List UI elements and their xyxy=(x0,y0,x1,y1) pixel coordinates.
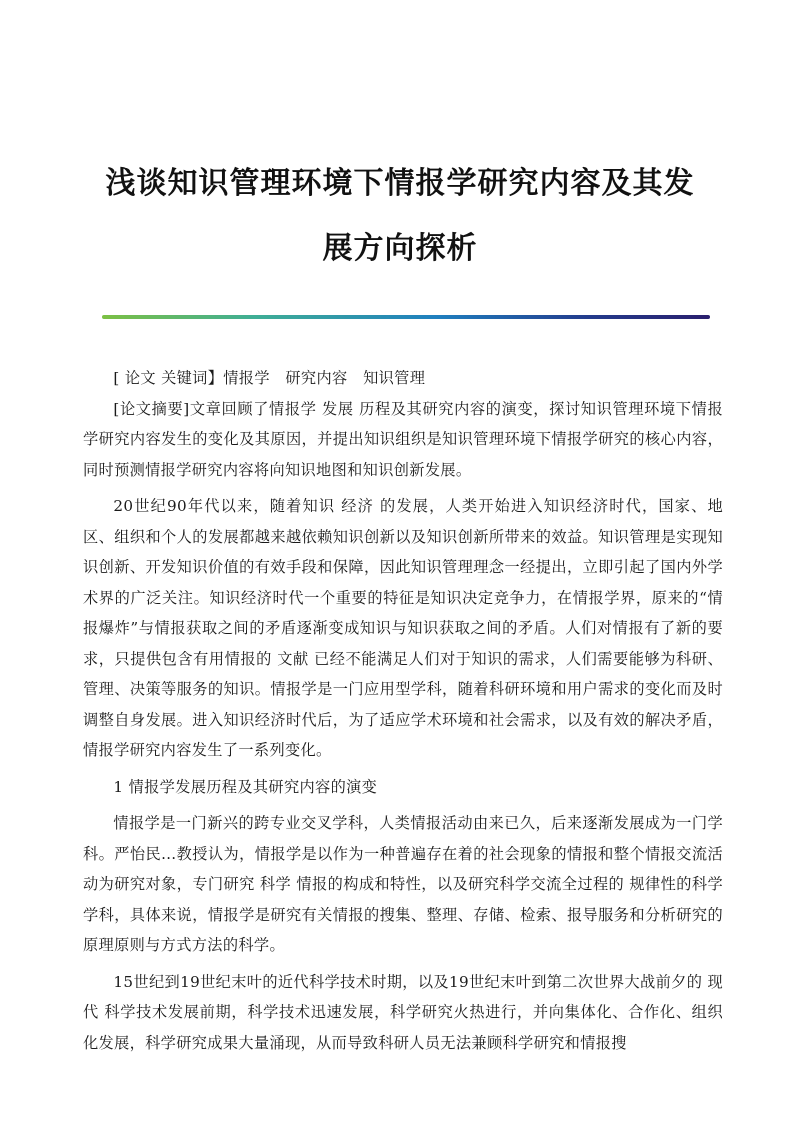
keywords-line: [ 论文 关键词】情报学 研究内容 知识管理 xyxy=(113,369,426,387)
title-divider xyxy=(102,315,710,319)
document-title-line-1: 浅谈知识管理环境下情报学研究内容及其发 xyxy=(105,166,695,201)
body-paragraph-1: 20世纪90年代以来，随着知识 经济 的发展，人类开始进入知识经济时代，国家、地区、组织和个人的发展都越来越依赖知识创新以及知识创新所带来的效益。知识管理是实现知识创新、开发知识价值的有效手段和保障，因此知识管理理念一经提出，立即引起了国内外学术界的广泛关注。知识经济时代一个重要的特征是知识决定竞争力，在情报学界，原来的“情报爆炸”与情报获取之间的矛盾逐渐变成知识与知识获取之间的矛盾。人们对情报有了新的要求，只提供包含有用情报的 文献 已经不能满足人们对于知识的需求，人们需要能够为科研、管理、决策等服务的知识。情报学是一门应用型学科，随着科研环境和用户需求的变化而及时调整自身发展。进入知识经济时代后，为了适应学术环境和社会需求，以及有效的解决矛盾，情报学研究内容发生了一系列变化。 xyxy=(83,497,723,759)
section-heading: 1 情报学发展历程及其研究内容的演变 xyxy=(113,777,378,796)
body-paragraph-2: 情报学是一门新兴的跨专业交叉学科，人类情报活动由来已久，后来逐渐发展成为一门学科。严怡民…教授认为，情报学是以作为一种普遍存在着的社会现象的情报和整个情报交流活动为研究对象，专门研究 科学 情报的构成和特性，以及研究科学交流全过程的 规律性的科学学科，具体来说，情报学是研究有关情报的搜集、整理、存储、检索、报导服务和分析研究的原理原则与方式方法的科学。 xyxy=(83,814,723,954)
document-body xyxy=(83,363,723,1058)
document-title-line-2: 展方向探析 xyxy=(322,231,478,266)
abstract-paragraph: [论文摘要]文章回顾了情报学 发展 历程及其研究内容的演变，探讨知识管理环境下情报学研究内容发生的变化及其原因，并提出知识组织是知识管理环境下情报学研究的核心内容，同时预测情报学研究内容将向知识地图和知识创新发展。 xyxy=(83,399,723,479)
body-paragraph-3: 15世纪到19世纪末叶的近代科学技术时期，以及19世纪末叶到第二次世界大战前夕的 现代 科学技术发展前期，科学技术迅速发展，科学研究火热进行，并向集体化、合作化、组织化发展，科学研究成果大量涌现，从而导致科研人员无法兼顾科学研究和情报搜 xyxy=(83,972,723,1052)
